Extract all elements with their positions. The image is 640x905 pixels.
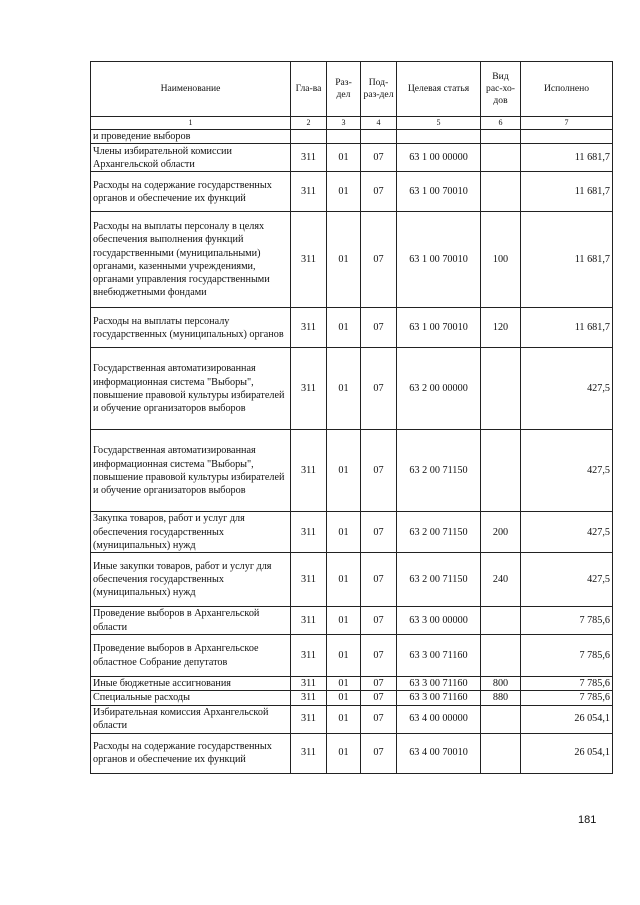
row-amount: 11 681,7 [521,172,613,212]
column-number: 7 [521,117,613,130]
row-chapter: 311 [291,430,327,512]
row-name: Расходы на выплаты персоналу в целях обеспечения выполнения функций государственными (муниципальными) органами, казенными учреждениями, органами управления государственными внебюджетными фондами [91,212,291,308]
row-amount: 7 785,6 [521,607,613,635]
row-target: 63 1 00 70010 [397,212,481,308]
row-amount: 26 054,1 [521,733,613,773]
row-section: 01 [327,677,361,691]
table-row [91,172,613,212]
table-row [91,348,613,430]
row-expense-type [481,430,521,512]
column-number-row [91,117,613,130]
row-section: 01 [327,144,361,172]
row-amount: 11 681,7 [521,308,613,348]
row-section: 01 [327,705,361,733]
row-name: Специальные расходы [91,691,291,705]
row-target: 63 1 00 00000 [397,144,481,172]
row-target: 63 1 00 70010 [397,308,481,348]
table-row [91,553,613,607]
row-subsection: 07 [361,144,397,172]
row-subsection: 07 [361,553,397,607]
row-subsection: 07 [361,512,397,553]
row-section: 01 [327,691,361,705]
row-chapter: 311 [291,607,327,635]
table-row [91,212,613,308]
row-target: 63 3 00 71160 [397,635,481,677]
row-subsection: 07 [361,607,397,635]
row-amount: 7 785,6 [521,677,613,691]
row-section: 01 [327,733,361,773]
row-target: 63 2 00 71150 [397,430,481,512]
row-expense-type [481,705,521,733]
row-section: 01 [327,212,361,308]
row-subsection: 07 [361,635,397,677]
table-row [91,691,613,705]
row-expense-type: 240 [481,553,521,607]
header-row [91,62,613,117]
row-name: Закупка товаров, работ и услуг для обеспечения государственных (муниципальных) нужд [91,512,291,553]
row-amount: 26 054,1 [521,705,613,733]
row-name: Расходы на содержание государственных органов и обеспечение их функций [91,733,291,773]
row-amount: 11 681,7 [521,212,613,308]
row-amount: 11 681,7 [521,144,613,172]
row-name: Государственная автоматизированная информационная система "Выборы", повышение правовой культуры избирателей и обучение организаторов выборов [91,430,291,512]
row-subsection: 07 [361,677,397,691]
row-target: 63 3 00 71160 [397,691,481,705]
row-chapter: 311 [291,512,327,553]
row-target: 63 2 00 71150 [397,512,481,553]
table-row [91,635,613,677]
row-section: 01 [327,348,361,430]
row-expense-type [481,348,521,430]
row-chapter: 311 [291,691,327,705]
header-subsection: Под-раз-дел [361,62,397,117]
row-section: 01 [327,607,361,635]
row-amount: 427,5 [521,512,613,553]
row-chapter: 311 [291,705,327,733]
table-row [91,705,613,733]
header-target: Целевая статья [397,62,481,117]
row-subsection: 07 [361,705,397,733]
row-chapter: 311 [291,635,327,677]
continuation-row [91,130,613,144]
table-row [91,512,613,553]
row-target: 63 2 00 71150 [397,553,481,607]
row-section: 01 [327,553,361,607]
row-target: 63 3 00 71160 [397,677,481,691]
table-row [91,430,613,512]
table-row [91,607,613,635]
row-target: 63 1 00 70010 [397,172,481,212]
row-expense-type: 800 [481,677,521,691]
continuation-text: и проведение выборов [91,130,291,144]
row-amount: 427,5 [521,553,613,607]
row-amount: 7 785,6 [521,635,613,677]
table-row [91,144,613,172]
row-section: 01 [327,430,361,512]
table-row [91,308,613,348]
row-expense-type [481,172,521,212]
header-executed: Исполнено [521,62,613,117]
row-chapter: 311 [291,733,327,773]
header-chapter: Гла-ва [291,62,327,117]
row-name: Проведение выборов в Архангельской области [91,607,291,635]
row-chapter: 311 [291,677,327,691]
row-name: Члены избирательной комиссии Архангельской области [91,144,291,172]
column-number: 4 [361,117,397,130]
row-target: 63 2 00 00000 [397,348,481,430]
row-name: Избирательная комиссия Архангельской области [91,705,291,733]
column-number: 3 [327,117,361,130]
row-expense-type: 120 [481,308,521,348]
row-subsection: 07 [361,691,397,705]
row-name: Расходы на содержание государственных органов и обеспечение их функций [91,172,291,212]
row-amount: 7 785,6 [521,691,613,705]
column-number: 1 [91,117,291,130]
header-expense-type: Вид рас-хо-дов [481,62,521,117]
column-number: 5 [397,117,481,130]
row-amount: 427,5 [521,430,613,512]
row-expense-type: 200 [481,512,521,553]
row-name: Иные бюджетные ассигнования [91,677,291,691]
table-row [91,733,613,773]
page-number: 181 [578,814,597,826]
row-expense-type [481,635,521,677]
row-section: 01 [327,635,361,677]
row-chapter: 311 [291,348,327,430]
row-chapter: 311 [291,553,327,607]
row-subsection: 07 [361,733,397,773]
row-expense-type: 880 [481,691,521,705]
row-expense-type [481,607,521,635]
row-subsection: 07 [361,308,397,348]
row-target: 63 3 00 00000 [397,607,481,635]
row-section: 01 [327,308,361,348]
header-name: Наименование [91,62,291,117]
budget-table [90,61,613,774]
row-expense-type [481,733,521,773]
table-row [91,677,613,691]
row-chapter: 311 [291,212,327,308]
row-section: 01 [327,172,361,212]
header-section: Раз-дел [327,62,361,117]
row-name: Иные закупки товаров, работ и услуг для обеспечения государственных (муниципальных) нужд [91,553,291,607]
row-chapter: 311 [291,308,327,348]
row-name: Проведение выборов в Архангельское областное Собрание депутатов [91,635,291,677]
row-target: 63 4 00 70010 [397,733,481,773]
row-subsection: 07 [361,430,397,512]
row-target: 63 4 00 00000 [397,705,481,733]
column-number: 2 [291,117,327,130]
row-chapter: 311 [291,144,327,172]
row-name: Расходы на выплаты персоналу государственных (муниципальных) органов [91,308,291,348]
row-subsection: 07 [361,348,397,430]
row-chapter: 311 [291,172,327,212]
row-section: 01 [327,512,361,553]
row-subsection: 07 [361,212,397,308]
row-amount: 427,5 [521,348,613,430]
column-number: 6 [481,117,521,130]
row-name: Государственная автоматизированная информационная система "Выборы", повышение правовой культуры избирателей и обучение организаторов выборов [91,348,291,430]
row-subsection: 07 [361,172,397,212]
row-expense-type [481,144,521,172]
row-expense-type: 100 [481,212,521,308]
